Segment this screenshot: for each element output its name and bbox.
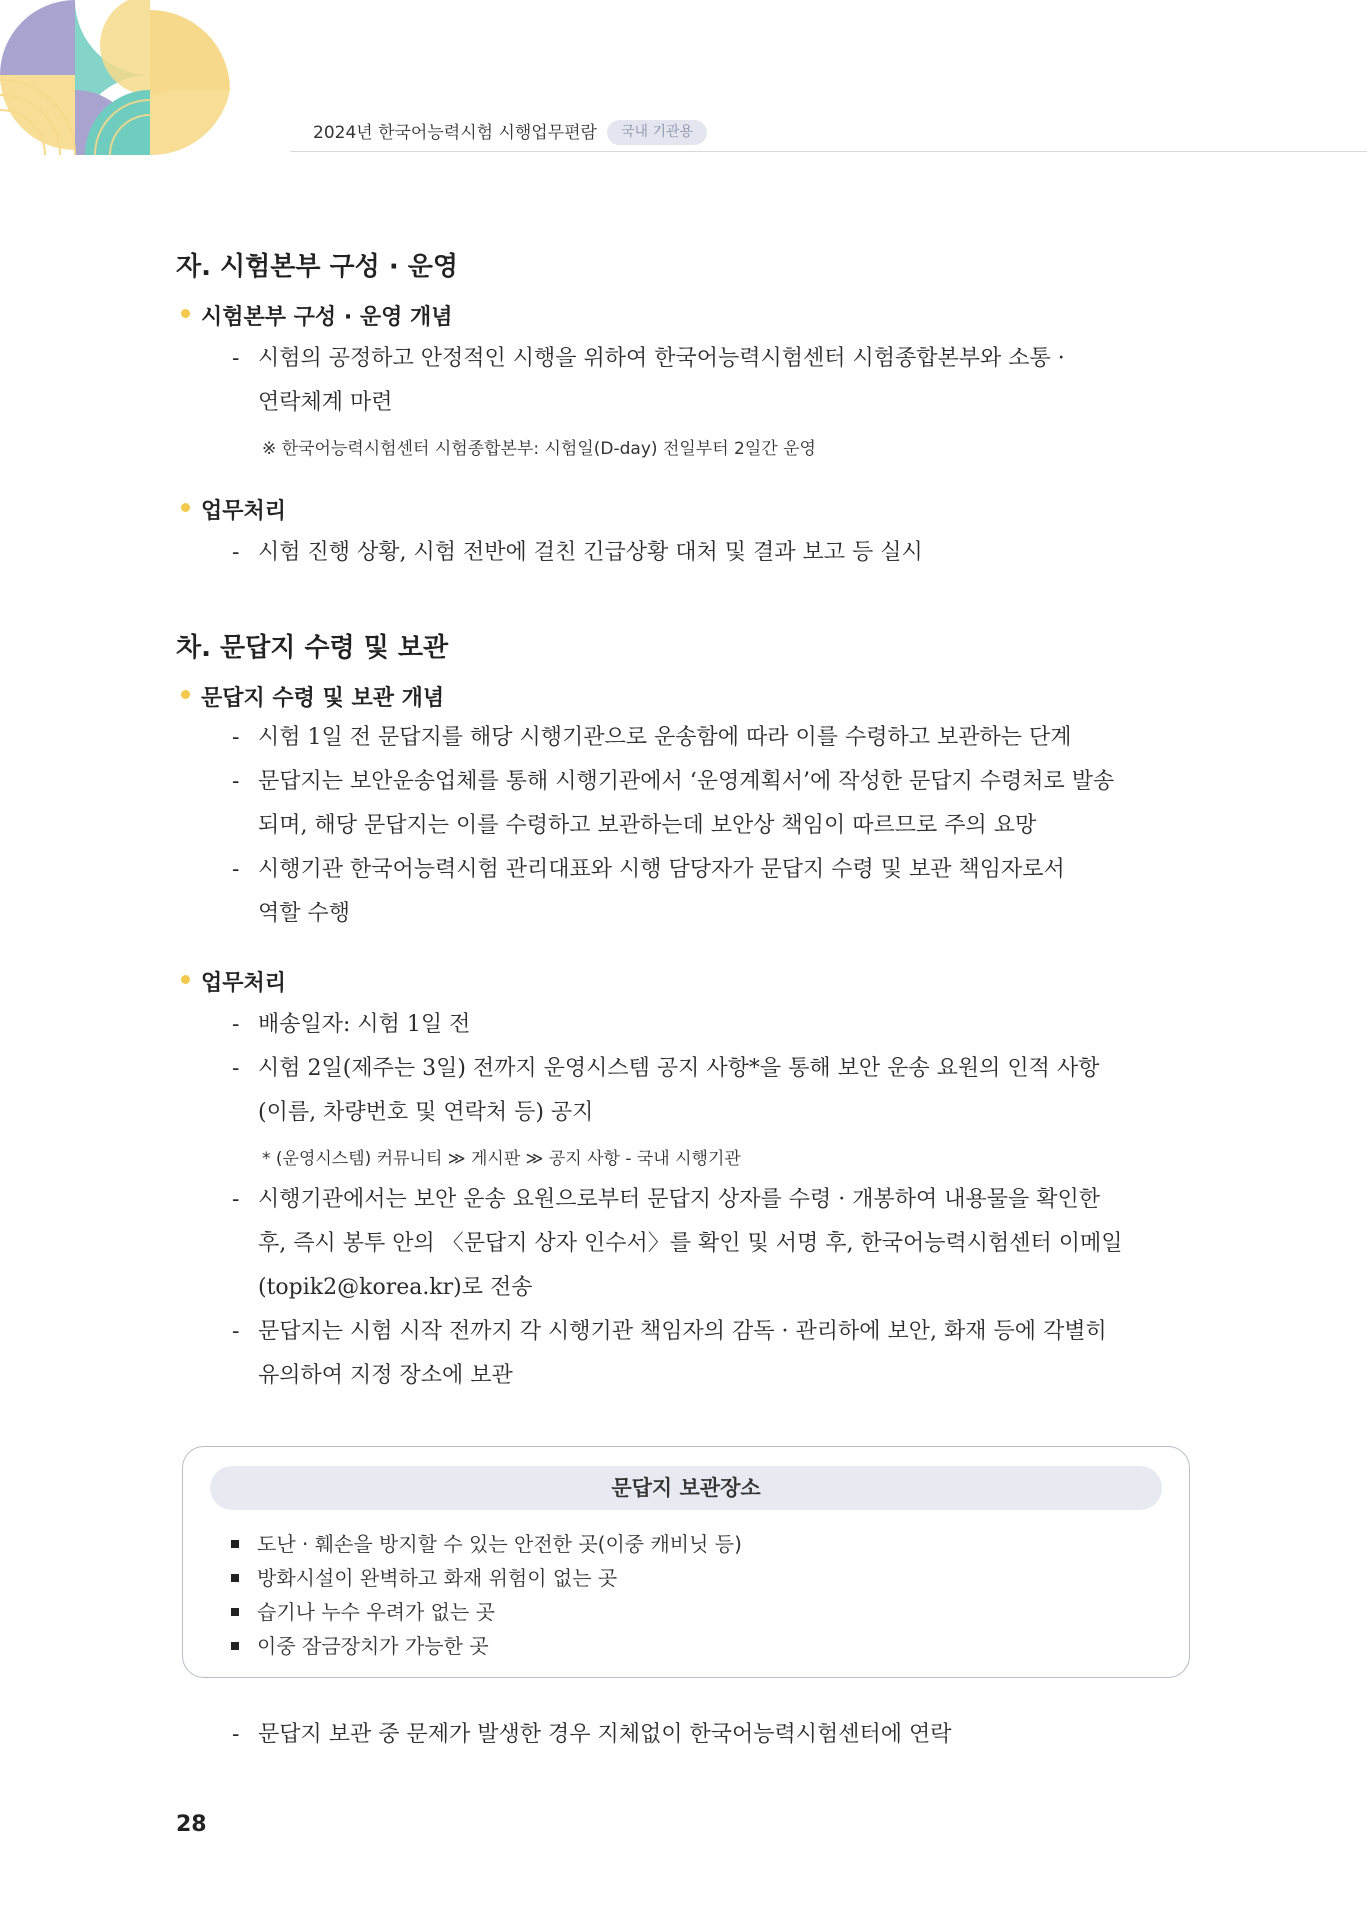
note: ※ 한국어능력시험센터 시험종합본부: 시험일(D-day) 전일부터 2일간 운영 bbox=[262, 439, 816, 459]
storage-location-box bbox=[182, 1446, 1190, 1678]
bullet-icon bbox=[181, 309, 190, 318]
storage-list bbox=[227, 1527, 742, 1663]
bullet-icon bbox=[181, 503, 190, 512]
list-item: 방화시설이 완벽하고 화재 위험이 없는 곳 bbox=[227, 1561, 742, 1595]
header-decoration bbox=[0, 0, 300, 155]
section-title-ja: 자. 시험본부 구성 · 운영 bbox=[176, 252, 459, 282]
section-title-cha: 차. 문답지 수령 및 보관 bbox=[176, 633, 449, 663]
document-title: 2024년 한국어능력시험 시행업무편람 bbox=[313, 123, 597, 143]
subsection-title-cha-work: 업무처리 bbox=[201, 966, 286, 997]
audience-badge: 국내 기관용 bbox=[607, 120, 707, 145]
header-divider bbox=[290, 151, 1367, 152]
subsection-title-ja-work: 업무처리 bbox=[201, 494, 286, 525]
subsection-title-cha-concept: 문답지 수령 및 보관 개념 bbox=[201, 681, 444, 712]
box-title: 문답지 보관장소 bbox=[210, 1466, 1162, 1510]
list-item: 습기나 누수 우려가 없는 곳 bbox=[227, 1595, 742, 1629]
bullet-icon bbox=[181, 690, 190, 699]
bullet-icon bbox=[181, 975, 190, 984]
page-number: 28 bbox=[176, 1812, 207, 1837]
footnote: * (운영시스템) 커뮤니티 ≫ 게시판 ≫ 공지 사항 - 국내 시행기관 bbox=[262, 1149, 741, 1169]
list-item: 도난 · 훼손을 방지할 수 있는 안전한 곳(이중 캐비닛 등) bbox=[227, 1527, 742, 1561]
list-item: 이중 잠금장치가 가능한 곳 bbox=[227, 1629, 742, 1663]
subsection-title-ja-concept: 시험본부 구성 · 운영 개념 bbox=[201, 300, 453, 331]
